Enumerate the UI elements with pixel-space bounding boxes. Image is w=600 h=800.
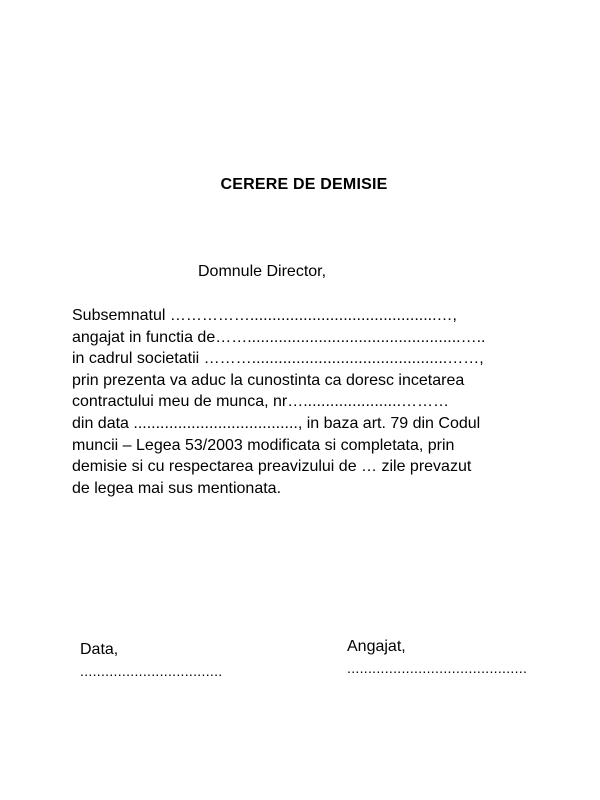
date-label: Data, (80, 641, 119, 658)
body-line: din data ....................................., in baza art. 79 din Codul (72, 414, 481, 432)
body-line: muncii – Legea 53/2003 modificata si completata, prin (72, 436, 455, 454)
employee-label: Angajat, (347, 638, 406, 655)
body-line: Subsemnatul ……………..........................................…, (72, 307, 457, 324)
body-line: contractului meu de munca, nr…......................……… (72, 393, 450, 411)
salutation: Domnule Director, (198, 263, 327, 280)
date-signature-line: .................................. (80, 663, 223, 679)
body-line: prin prezenta va aduc la cunostinta ca doresc incetarea (72, 371, 465, 389)
employee-signature-line: ........................................... (347, 660, 528, 676)
body-line: demisie si cu respectarea preavizului de … zile prevazut (72, 458, 472, 476)
body-line: in cadrul societatii ………............................................……, (72, 350, 484, 368)
body-paragraph (72, 305, 542, 499)
body-line: de legea mai sus mentionata. (72, 479, 282, 497)
body-line: angajat in functia de……................................................….. (72, 328, 486, 346)
document-title: CERERE DE DEMISIE (220, 176, 388, 193)
